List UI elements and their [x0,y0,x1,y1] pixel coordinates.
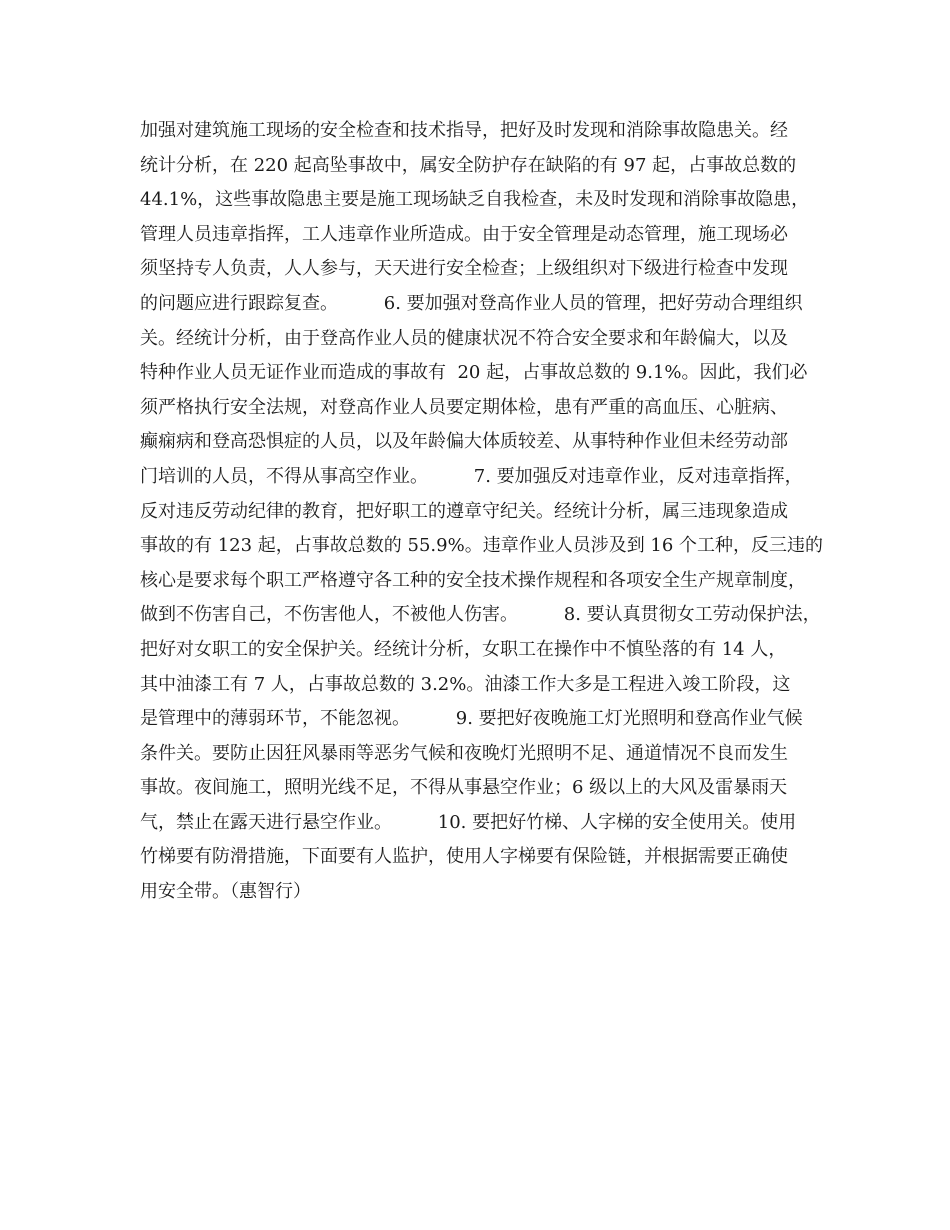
text-line-22: 竹梯要有防滑措施，下面要有人监护，使用人字梯要有保险链，并根据需要正确使 [140,846,788,868]
text-line-13: 事故的有 123 起，占事故总数的 55.9%。违章作业人员涉及到 16 个工种，反三违的 [140,535,824,557]
text-line-8: 特种作业人员无证作业而造成的事故有 20 起，占事故总数的 9.1%。因此，我们必 [140,362,808,384]
text-line-6: 的问题应进行跟踪复查。 6. 要加强对登高作业人员的管理，把好劳动合理组织 [140,292,803,314]
text-line-18: 是管理中的薄弱环节，不能忽视。 9. 要把好夜晚施工灯光照明和登高作业气候 [140,708,803,730]
text-line-12: 反对违反劳动纪律的教育，把好职工的遵章守纪关。经统计分析，属三违现象造成 [140,500,788,522]
text-line-23: 用安全带。（惠智行） [140,881,311,903]
text-line-4: 管理人员违章指挥，工人违章作业所造成。由于安全管理是动态管理，施工现场必 [140,223,788,245]
text-line-9: 须严格执行安全法规，对登高作业人员要定期体检，患有严重的高血压、心脏病、 [140,396,788,418]
text-line-19: 条件关。要防止因狂风暴雨等恶劣气候和夜晚灯光照明不足、通道情况不良而发生 [140,742,788,764]
text-line-16: 把好对女职工的安全保护关。经统计分析，女职工在操作中不慎坠落的有 14 人， [140,638,787,660]
text-line-20: 事故。夜间施工，照明光线不足，不得从事悬空作业；6 级以上的大风及雷暴雨天 [140,777,788,799]
text-line-10: 癫痫病和登高恐惧症的人员，以及年龄偏大体质较差、从事特种作业但未经劳动部 [140,431,788,453]
text-line-21: 气，禁止在露天进行悬空作业。 10. 要把好竹梯、人字梯的安全使用关。使用 [140,811,797,833]
text-line-11: 门培训的人员，不得从事高空作业。 7. 要加强反对违章作业，反对违章指挥， [140,465,803,487]
text-line-1: 加强对建筑施工现场的安全检查和技术指导，把好及时发现和消除事故隐患关。经 [140,120,788,141]
text-line-2: 统计分析，在 220 起高坠事故中，属安全防护存在缺陷的有 97 起，占事故总数的 [140,154,797,176]
body-text [140,114,830,910]
text-line-15: 做到不伤害自己，不伤害他人，不被他人伤害。 8. 要认真贯彻女工劳动保护法， [140,604,821,626]
text-line-17: 其中油漆工有 7 人，占事故总数的 3.2%。油漆工作大多是工程进入竣工阶段，这 [140,673,791,695]
text-line-3: 44.1%，这些事故隐患主要是施工现场缺乏自我检查，未及时发现和消除事故隐患， [140,189,810,211]
text-line-14: 核心是要求每个职工严格遵守各工种的安全技术操作规程和各项安全生产规章制度， [140,569,806,591]
text-line-5: 须坚持专人负责，人人参与，天天进行安全检查；上级组织对下级进行检查中发现 [140,258,788,280]
text-line-7: 关。经统计分析，由于登高作业人员的健康状况不符合安全要求和年龄偏大，以及 [140,327,788,349]
